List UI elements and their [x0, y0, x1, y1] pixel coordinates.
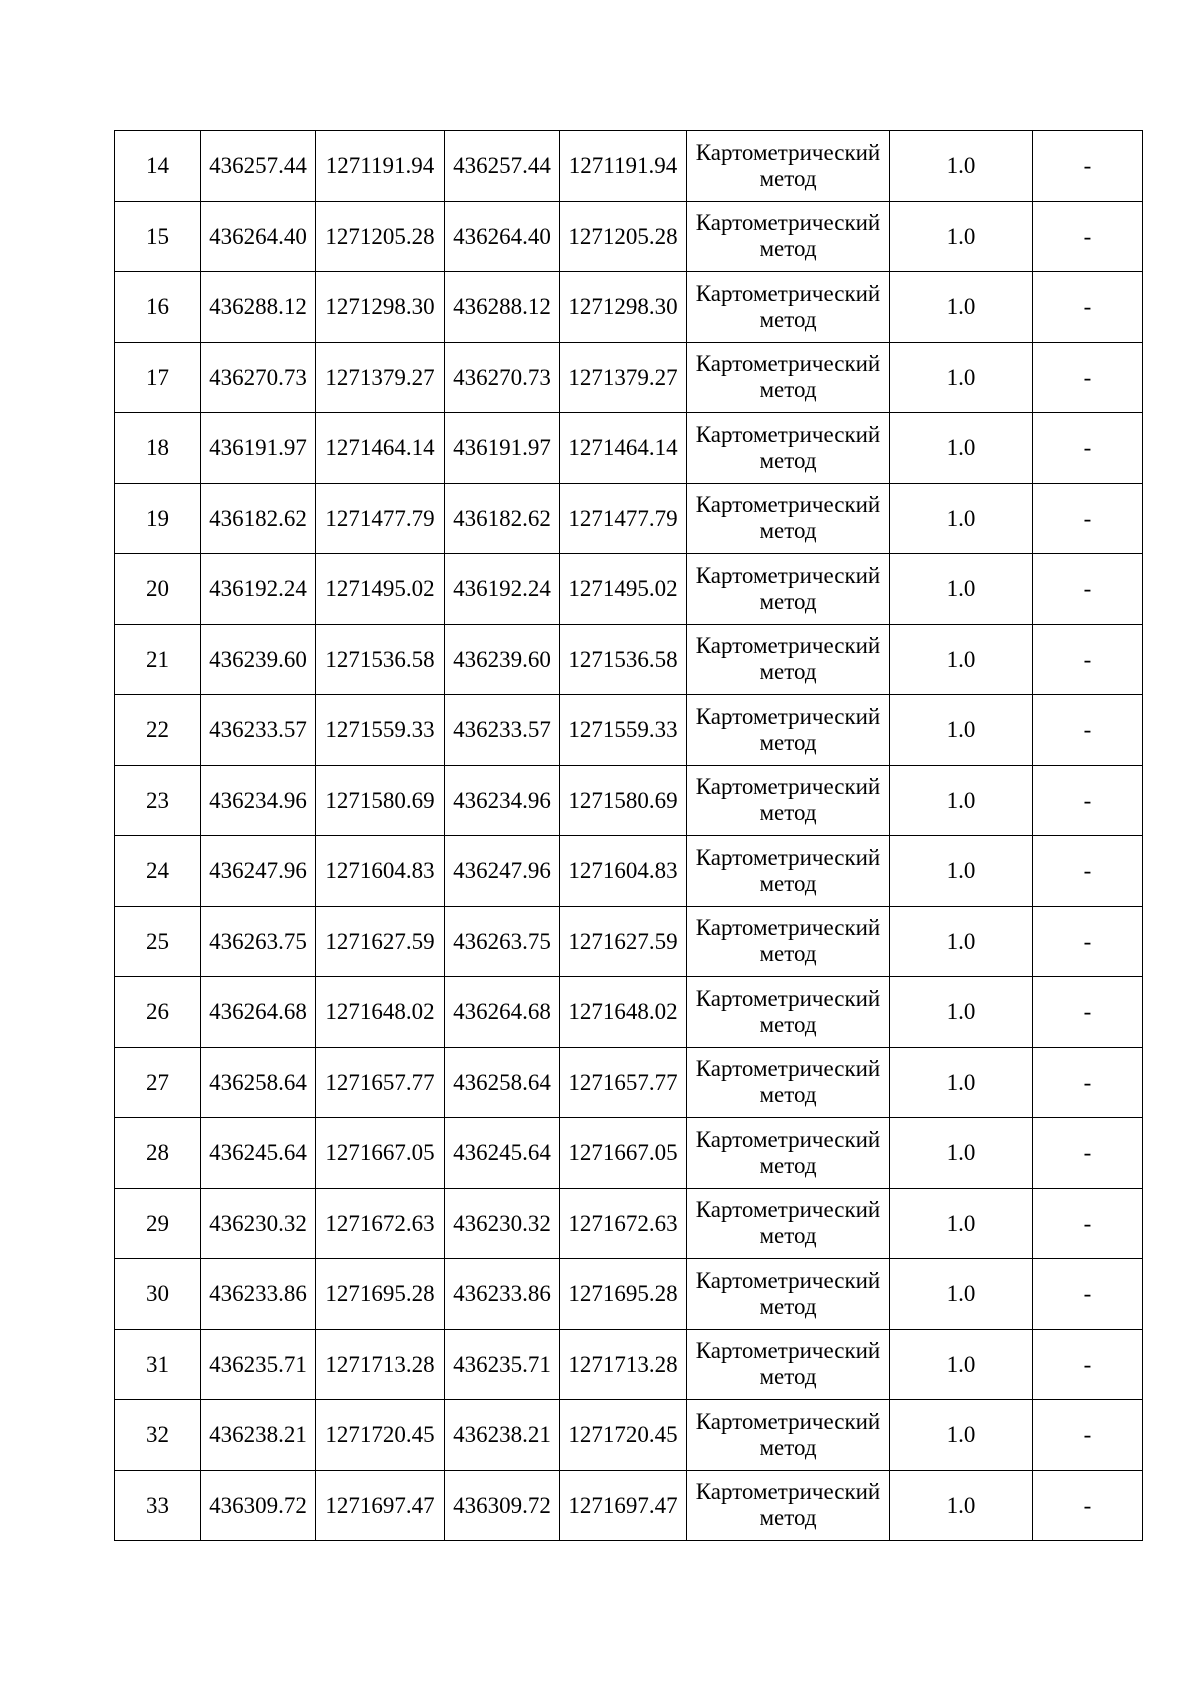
y-coordinate-new-cell: 1271379.27 [560, 342, 687, 413]
x-coordinate-cell: 436234.96 [201, 765, 316, 836]
method-cell [687, 624, 890, 695]
y-coordinate-cell: 1271495.02 [316, 554, 445, 625]
y-coordinate-new-cell: 1271695.28 [560, 1259, 687, 1330]
accuracy-cell: 1.0 [890, 1329, 1033, 1400]
point-number-cell: 16 [115, 272, 201, 343]
y-coordinate-new-cell: 1271495.02 [560, 554, 687, 625]
x-coordinate-cell: 436235.71 [201, 1329, 316, 1400]
x-coordinate-new-cell: 436234.96 [445, 765, 560, 836]
x-coordinate-cell: 436230.32 [201, 1188, 316, 1259]
note-cell: - [1033, 836, 1143, 907]
accuracy-cell: 1.0 [890, 1470, 1033, 1541]
point-number-cell: 17 [115, 342, 201, 413]
table-row [115, 272, 1143, 343]
x-coordinate-new-cell: 436233.86 [445, 1259, 560, 1330]
y-coordinate-new-cell: 1271667.05 [560, 1118, 687, 1189]
method-line-2: метод [759, 729, 817, 755]
table-row [115, 413, 1143, 484]
method-line-1: Картометрический [695, 1338, 881, 1364]
method-line-1: Картометрический [695, 1197, 881, 1223]
method-cell [687, 342, 890, 413]
table-row [115, 483, 1143, 554]
note-cell: - [1033, 1047, 1143, 1118]
x-coordinate-cell: 436264.68 [201, 977, 316, 1048]
table-row [115, 201, 1143, 272]
y-coordinate-cell: 1271298.30 [316, 272, 445, 343]
accuracy-cell: 1.0 [890, 201, 1033, 272]
point-number-cell: 21 [115, 624, 201, 695]
table-body [115, 131, 1143, 1541]
method-line-2: метод [759, 447, 817, 473]
method-line-1: Картометрический [695, 280, 881, 306]
point-number-cell: 18 [115, 413, 201, 484]
method-cell [687, 1470, 890, 1541]
point-number-cell: 32 [115, 1400, 201, 1471]
accuracy-cell: 1.0 [890, 1118, 1033, 1189]
table-row [115, 977, 1143, 1048]
accuracy-cell: 1.0 [890, 624, 1033, 695]
y-coordinate-new-cell: 1271648.02 [560, 977, 687, 1048]
y-coordinate-cell: 1271559.33 [316, 695, 445, 766]
method-line-1: Картометрический [695, 1056, 881, 1082]
note-cell: - [1033, 272, 1143, 343]
y-coordinate-cell: 1271697.47 [316, 1470, 445, 1541]
note-cell: - [1033, 977, 1143, 1048]
x-coordinate-cell: 436192.24 [201, 554, 316, 625]
method-line-2: метод [759, 1152, 817, 1178]
method-cell [687, 1047, 890, 1118]
x-coordinate-new-cell: 436230.32 [445, 1188, 560, 1259]
y-coordinate-cell: 1271191.94 [316, 131, 445, 202]
point-number-cell: 25 [115, 906, 201, 977]
method-cell [687, 765, 890, 836]
x-coordinate-new-cell: 436191.97 [445, 413, 560, 484]
method-cell [687, 272, 890, 343]
point-number-cell: 33 [115, 1470, 201, 1541]
accuracy-cell: 1.0 [890, 1259, 1033, 1330]
x-coordinate-cell: 436288.12 [201, 272, 316, 343]
y-coordinate-cell: 1271657.77 [316, 1047, 445, 1118]
table-row [115, 131, 1143, 202]
x-coordinate-cell: 436258.64 [201, 1047, 316, 1118]
x-coordinate-cell: 436309.72 [201, 1470, 316, 1541]
point-number-cell: 15 [115, 201, 201, 272]
x-coordinate-new-cell: 436264.40 [445, 201, 560, 272]
y-coordinate-new-cell: 1271559.33 [560, 695, 687, 766]
y-coordinate-cell: 1271464.14 [316, 413, 445, 484]
y-coordinate-cell: 1271477.79 [316, 483, 445, 554]
y-coordinate-cell: 1271713.28 [316, 1329, 445, 1400]
note-cell: - [1033, 131, 1143, 202]
accuracy-cell: 1.0 [890, 342, 1033, 413]
x-coordinate-new-cell: 436235.71 [445, 1329, 560, 1400]
point-number-cell: 20 [115, 554, 201, 625]
y-coordinate-cell: 1271627.59 [316, 906, 445, 977]
x-coordinate-new-cell: 436258.64 [445, 1047, 560, 1118]
x-coordinate-new-cell: 436257.44 [445, 131, 560, 202]
y-coordinate-new-cell: 1271657.77 [560, 1047, 687, 1118]
method-line-2: метод [759, 941, 817, 967]
method-line-2: метод [759, 1011, 817, 1037]
coordinates-table [114, 130, 1143, 1541]
method-line-1: Картометрический [695, 633, 881, 659]
y-coordinate-new-cell: 1271298.30 [560, 272, 687, 343]
x-coordinate-cell: 436264.40 [201, 201, 316, 272]
note-cell: - [1033, 1118, 1143, 1189]
x-coordinate-cell: 436239.60 [201, 624, 316, 695]
y-coordinate-new-cell: 1271604.83 [560, 836, 687, 907]
y-coordinate-cell: 1271667.05 [316, 1118, 445, 1189]
point-number-cell: 19 [115, 483, 201, 554]
y-coordinate-new-cell: 1271536.58 [560, 624, 687, 695]
note-cell: - [1033, 1188, 1143, 1259]
method-line-2: метод [759, 306, 817, 332]
x-coordinate-new-cell: 436192.24 [445, 554, 560, 625]
table-row [115, 1470, 1143, 1541]
method-line-1: Картометрический [695, 492, 881, 518]
method-line-2: метод [759, 518, 817, 544]
method-line-2: метод [759, 1364, 817, 1390]
x-coordinate-new-cell: 436309.72 [445, 1470, 560, 1541]
table-row [115, 342, 1143, 413]
table-row [115, 836, 1143, 907]
method-cell [687, 483, 890, 554]
table-row [115, 1259, 1143, 1330]
y-coordinate-new-cell: 1271477.79 [560, 483, 687, 554]
method-cell [687, 1329, 890, 1400]
x-coordinate-cell: 436247.96 [201, 836, 316, 907]
accuracy-cell: 1.0 [890, 765, 1033, 836]
x-coordinate-cell: 436238.21 [201, 1400, 316, 1471]
accuracy-cell: 1.0 [890, 1188, 1033, 1259]
method-line-1: Картометрический [695, 915, 881, 941]
note-cell: - [1033, 1329, 1143, 1400]
x-coordinate-new-cell: 436247.96 [445, 836, 560, 907]
method-cell [687, 554, 890, 625]
x-coordinate-cell: 436191.97 [201, 413, 316, 484]
accuracy-cell: 1.0 [890, 554, 1033, 625]
table-row [115, 1188, 1143, 1259]
note-cell: - [1033, 413, 1143, 484]
method-cell [687, 131, 890, 202]
method-cell [687, 201, 890, 272]
accuracy-cell: 1.0 [890, 906, 1033, 977]
point-number-cell: 27 [115, 1047, 201, 1118]
x-coordinate-cell: 436245.64 [201, 1118, 316, 1189]
y-coordinate-cell: 1271580.69 [316, 765, 445, 836]
method-line-1: Картометрический [695, 1126, 881, 1152]
method-cell [687, 1400, 890, 1471]
accuracy-cell: 1.0 [890, 272, 1033, 343]
x-coordinate-cell: 436270.73 [201, 342, 316, 413]
accuracy-cell: 1.0 [890, 131, 1033, 202]
method-line-1: Картометрический [695, 351, 881, 377]
table-row [115, 765, 1143, 836]
note-cell: - [1033, 765, 1143, 836]
method-line-1: Картометрический [695, 703, 881, 729]
method-cell [687, 695, 890, 766]
y-coordinate-cell: 1271695.28 [316, 1259, 445, 1330]
y-coordinate-new-cell: 1271720.45 [560, 1400, 687, 1471]
y-coordinate-new-cell: 1271713.28 [560, 1329, 687, 1400]
note-cell: - [1033, 1259, 1143, 1330]
y-coordinate-cell: 1271205.28 [316, 201, 445, 272]
point-number-cell: 29 [115, 1188, 201, 1259]
table-row [115, 624, 1143, 695]
point-number-cell: 30 [115, 1259, 201, 1330]
point-number-cell: 24 [115, 836, 201, 907]
x-coordinate-cell: 436182.62 [201, 483, 316, 554]
method-cell [687, 977, 890, 1048]
method-cell [687, 413, 890, 484]
method-line-2: метод [759, 659, 817, 685]
note-cell: - [1033, 624, 1143, 695]
y-coordinate-new-cell: 1271205.28 [560, 201, 687, 272]
point-number-cell: 28 [115, 1118, 201, 1189]
x-coordinate-new-cell: 436233.57 [445, 695, 560, 766]
accuracy-cell: 1.0 [890, 1400, 1033, 1471]
y-coordinate-new-cell: 1271191.94 [560, 131, 687, 202]
x-coordinate-cell: 436233.57 [201, 695, 316, 766]
x-coordinate-new-cell: 436239.60 [445, 624, 560, 695]
note-cell: - [1033, 201, 1143, 272]
table-row [115, 906, 1143, 977]
x-coordinate-cell: 436233.86 [201, 1259, 316, 1330]
method-line-1: Картометрический [695, 844, 881, 870]
method-cell [687, 836, 890, 907]
accuracy-cell: 1.0 [890, 836, 1033, 907]
point-number-cell: 26 [115, 977, 201, 1048]
point-number-cell: 22 [115, 695, 201, 766]
method-cell [687, 1118, 890, 1189]
method-line-2: метод [759, 377, 817, 403]
method-line-2: метод [759, 1082, 817, 1108]
method-line-1: Картометрический [695, 1267, 881, 1293]
y-coordinate-cell: 1271379.27 [316, 342, 445, 413]
accuracy-cell: 1.0 [890, 977, 1033, 1048]
method-line-2: метод [759, 588, 817, 614]
y-coordinate-new-cell: 1271627.59 [560, 906, 687, 977]
method-line-2: метод [759, 1293, 817, 1319]
table-row [115, 1400, 1143, 1471]
y-coordinate-cell: 1271604.83 [316, 836, 445, 907]
method-cell [687, 1188, 890, 1259]
note-cell: - [1033, 342, 1143, 413]
method-line-2: метод [759, 800, 817, 826]
x-coordinate-new-cell: 436182.62 [445, 483, 560, 554]
accuracy-cell: 1.0 [890, 1047, 1033, 1118]
method-line-1: Картометрический [695, 139, 881, 165]
y-coordinate-new-cell: 1271697.47 [560, 1470, 687, 1541]
note-cell: - [1033, 483, 1143, 554]
accuracy-cell: 1.0 [890, 483, 1033, 554]
note-cell: - [1033, 1470, 1143, 1541]
note-cell: - [1033, 1400, 1143, 1471]
method-cell [687, 906, 890, 977]
x-coordinate-new-cell: 436264.68 [445, 977, 560, 1048]
y-coordinate-new-cell: 1271464.14 [560, 413, 687, 484]
method-line-2: метод [759, 1434, 817, 1460]
x-coordinate-new-cell: 436270.73 [445, 342, 560, 413]
y-coordinate-cell: 1271720.45 [316, 1400, 445, 1471]
method-line-1: Картометрический [695, 774, 881, 800]
method-line-1: Картометрический [695, 210, 881, 236]
method-line-1: Картометрический [695, 562, 881, 588]
note-cell: - [1033, 906, 1143, 977]
x-coordinate-cell: 436263.75 [201, 906, 316, 977]
table-row [115, 1047, 1143, 1118]
method-line-1: Картометрический [695, 1479, 881, 1505]
note-cell: - [1033, 695, 1143, 766]
method-line-2: метод [759, 870, 817, 896]
method-line-2: метод [759, 1505, 817, 1531]
method-line-2: метод [759, 1223, 817, 1249]
method-line-1: Картометрический [695, 1408, 881, 1434]
x-coordinate-new-cell: 436263.75 [445, 906, 560, 977]
method-line-2: метод [759, 236, 817, 262]
table-row [115, 695, 1143, 766]
y-coordinate-cell: 1271536.58 [316, 624, 445, 695]
y-coordinate-cell: 1271672.63 [316, 1188, 445, 1259]
method-line-2: метод [759, 165, 817, 191]
method-line-1: Картометрический [695, 421, 881, 447]
y-coordinate-new-cell: 1271672.63 [560, 1188, 687, 1259]
accuracy-cell: 1.0 [890, 695, 1033, 766]
x-coordinate-new-cell: 436238.21 [445, 1400, 560, 1471]
point-number-cell: 23 [115, 765, 201, 836]
x-coordinate-cell: 436257.44 [201, 131, 316, 202]
x-coordinate-new-cell: 436288.12 [445, 272, 560, 343]
table-row [115, 1329, 1143, 1400]
method-cell [687, 1259, 890, 1330]
method-line-1: Картометрический [695, 985, 881, 1011]
x-coordinate-new-cell: 436245.64 [445, 1118, 560, 1189]
table-row [115, 554, 1143, 625]
y-coordinate-new-cell: 1271580.69 [560, 765, 687, 836]
y-coordinate-cell: 1271648.02 [316, 977, 445, 1048]
note-cell: - [1033, 554, 1143, 625]
table-row [115, 1118, 1143, 1189]
accuracy-cell: 1.0 [890, 413, 1033, 484]
point-number-cell: 31 [115, 1329, 201, 1400]
point-number-cell: 14 [115, 131, 201, 202]
